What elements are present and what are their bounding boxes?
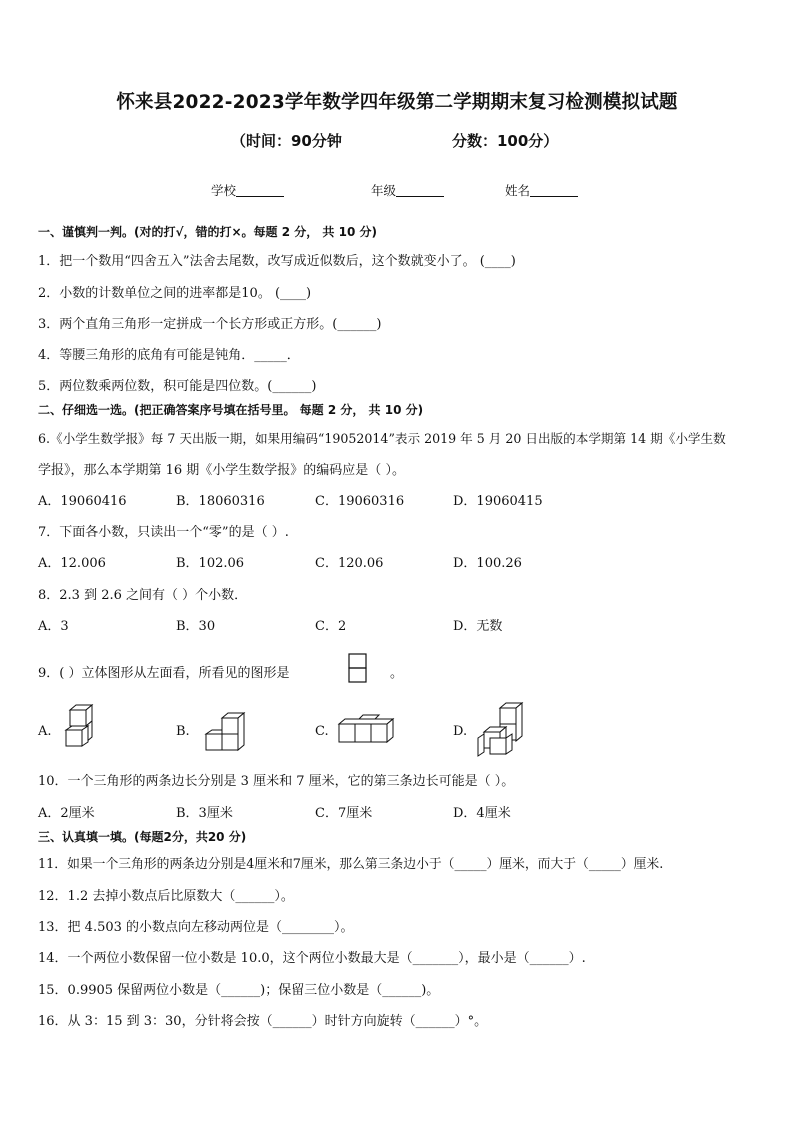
q6-option-d[interactable]: D．19060415: [453, 494, 543, 509]
question-16: 16．从 3：15 到 3：30，分针将会按（______）时针方向旋转（______）°。: [38, 1014, 488, 1029]
q9-option-d-cubes[interactable]: [476, 702, 528, 758]
q9-option-b-cubes[interactable]: [202, 712, 248, 754]
q7-option-b[interactable]: B．102.06: [176, 556, 245, 571]
q10-option-a[interactable]: A．2厘米: [38, 806, 95, 821]
question-12: 12．1.2 去掉小数点后比原数大（______）。: [38, 889, 294, 904]
q10-option-c[interactable]: C．7厘米: [315, 806, 373, 821]
q8-option-b[interactable]: B．30: [176, 619, 216, 634]
name-label: 姓名: [505, 183, 531, 198]
question-1: 1．把一个数用“四舍五入”法舍去尾数，改写成近似数后，这个数就变小了。 (____): [38, 254, 516, 269]
question-7: 7．下面各小数，只读出一个“零”的是（ ）.: [38, 525, 289, 540]
question-9-text: 9．( ）立体图形从左面看，所看见的图形是: [38, 666, 290, 681]
left-view-figure: [348, 653, 368, 685]
question-6-line1: 6.《小学生数学报》每 7 天出版一期，如果用编码“19052014”表示 2019 年 5 月 20 日出版的本学期第 14 期《小学生数: [38, 431, 726, 446]
section2-heading: 二、仔细选一选。(把正确答案序号填在括号里。 每题 2 分， 共 10 分): [38, 403, 424, 417]
section3-heading: 三、认真填一填。(每题2分，共20 分): [38, 830, 247, 844]
question-4: 4．等腰三角形的底角有可能是钝角．_____．: [38, 348, 300, 363]
grade-field: [371, 181, 444, 199]
grade-label: 年级: [371, 183, 397, 198]
question-13: 13．把 4.503 的小数点向左移动两位是（________）。: [38, 920, 354, 935]
section1-heading: 一、谨慎判一判。(对的打√，错的打×。每题 2 分， 共 10 分): [38, 225, 377, 239]
total-score: 分数：100分）: [452, 132, 559, 150]
q8-option-c[interactable]: C．2: [315, 619, 347, 634]
q6-option-b[interactable]: B．18060316: [176, 494, 265, 509]
q9-option-c-cubes[interactable]: [337, 714, 399, 746]
question-10: 10．一个三角形的两条边长分别是 3 厘米和 7 厘米，它的第三条边长可能是（ ）。: [38, 774, 515, 789]
question-15: 15．0.9905 保留两位小数是（______)；保留三位小数是（______)。: [38, 983, 440, 998]
q8-option-a[interactable]: A．3: [38, 619, 69, 634]
question-3: 3．两个直角三角形一定拼成一个长方形或正方形。(______): [38, 317, 382, 332]
question-9-period: 。: [390, 666, 404, 681]
question-8: 8．2.3 到 2.6 之间有（ ）个小数．: [38, 588, 248, 603]
grade-blank[interactable]: [396, 184, 444, 197]
q10-option-d[interactable]: D．4厘米: [453, 806, 511, 821]
time-limit: （时间：90分钟: [231, 132, 342, 150]
question-5: 5．两位数乘两位数，积可能是四位数。(______): [38, 379, 317, 394]
q9-option-c-label[interactable]: C.: [315, 724, 329, 739]
q10-option-b[interactable]: B．3厘米: [176, 806, 233, 821]
q9-option-d-label[interactable]: D.: [453, 724, 468, 739]
question-2: 2．小数的计数单位之间的进率都是10。 (____): [38, 286, 312, 301]
q7-option-d[interactable]: D．100.26: [453, 556, 522, 571]
q8-option-d[interactable]: D．无数: [453, 619, 503, 634]
question-6-line2: 学报》，那么本学期第 16 期《小学生数学报》的编码应是（ ）。: [38, 463, 405, 478]
name-blank[interactable]: [530, 184, 578, 197]
q6-option-c[interactable]: C．19060316: [315, 494, 405, 509]
q7-option-c[interactable]: C．120.06: [315, 556, 384, 571]
question-11: 11．如果一个三角形的两条边分别是4厘米和7厘米，那么第三条边小于（_____）厘米，而大于（_____）厘米.: [38, 857, 664, 872]
school-field: [211, 181, 284, 199]
q9-option-b-label[interactable]: B.: [176, 724, 190, 739]
question-14: 14．一个两位小数保留一位小数是 10.0，这个两位小数最大是（_______），最小是（______）.: [38, 951, 586, 966]
school-label: 学校: [211, 183, 237, 198]
q9-option-a-cubes[interactable]: [62, 704, 96, 754]
q9-option-a-label[interactable]: A.: [38, 724, 52, 739]
page-title: 怀来县2022-2023学年数学四年级第二学期期末复习检测模拟试题: [116, 92, 678, 113]
q7-option-a[interactable]: A．12.006: [38, 556, 106, 571]
q6-option-a[interactable]: A．19060416: [38, 494, 127, 509]
school-blank[interactable]: [236, 184, 284, 197]
name-field: [505, 181, 578, 199]
